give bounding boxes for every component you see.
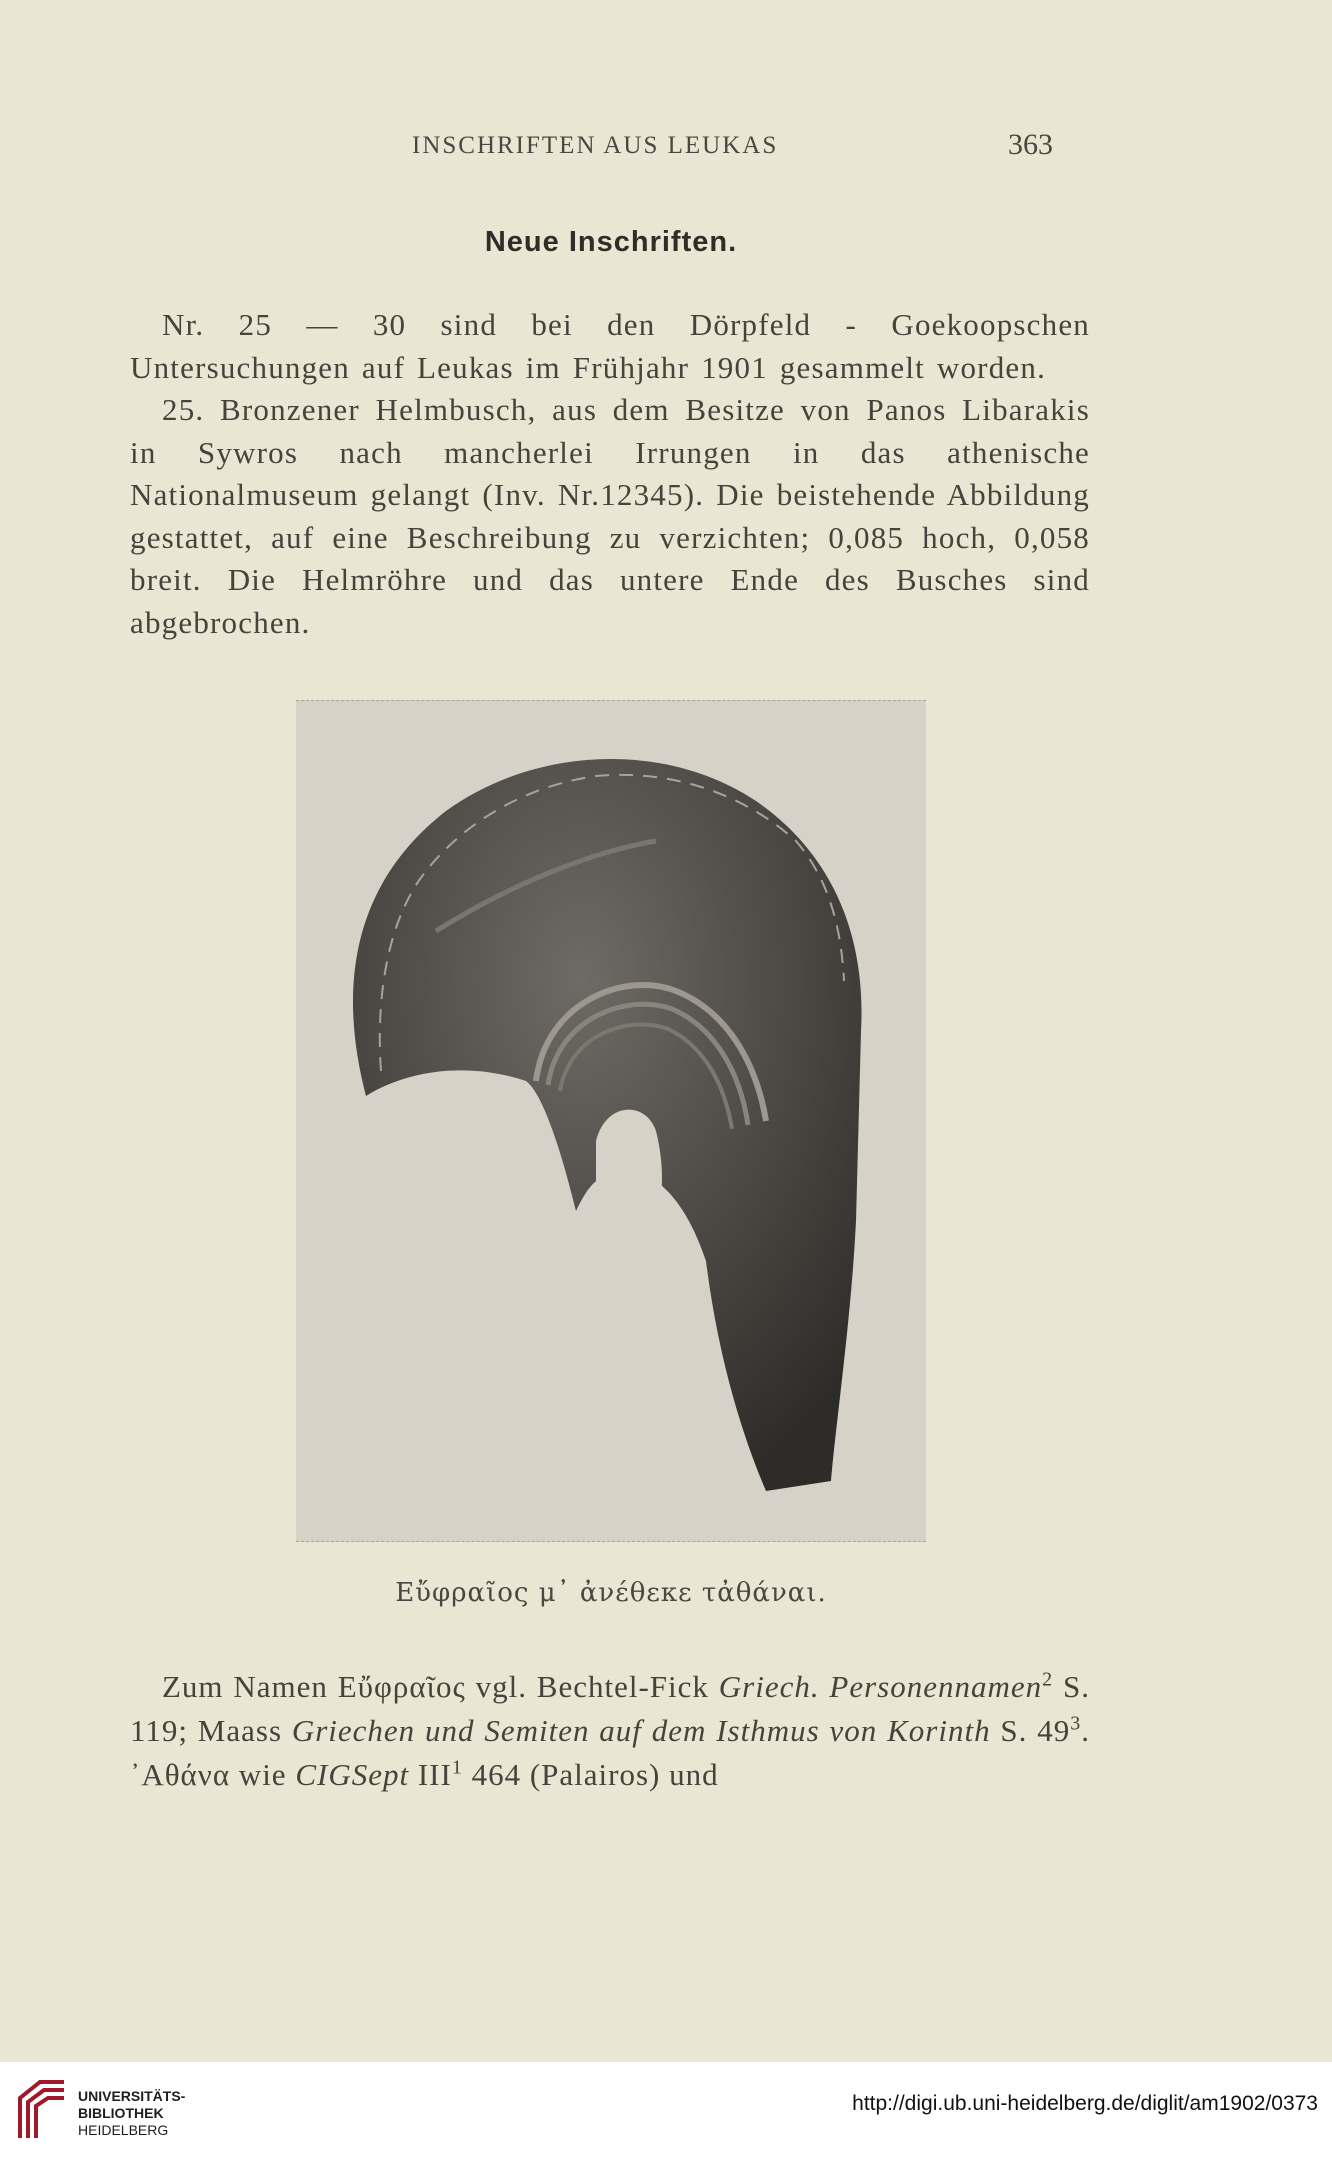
citation-griechen-und-semiten: Griechen und Semiten auf dem Isthmus von Korinth [291, 1713, 991, 1748]
body-text [130, 304, 1090, 644]
footer-bar [0, 2062, 1332, 2159]
citation-cigsept: CIGSept [295, 1757, 410, 1792]
paragraph-intro: Nr. 25 — 30 sind bei den Dörpfeld - Goekoopschen Untersuchungen auf Leukas im Frühjahr 1901 gesammelt worden. [130, 307, 1090, 385]
commentary-text-6: 464 (Palairos) und [462, 1757, 719, 1792]
paragraph-item-25: 25. Bronzener Helmbusch, aus dem Besitze von Panos Libarakis in Sywros nach mancherlei Irrungen in das athenische Nationalmuseum gelangt (Inv. Nr.12345). Die beistehende Abbildung gestattet, auf eine Beschreibung zu verzichten; 0,085 hoch, 0,058 breit. Die Helmröhre und das untere Ende des Busches sind abgebrochen. [130, 392, 1090, 640]
running-title: INSCHRIFTEN AUS LEUKAS [412, 132, 779, 159]
superscript-1: 2 [1042, 1668, 1054, 1691]
superscript-3: 1 [451, 1756, 463, 1779]
logo-strokes [20, 2082, 64, 2138]
commentary-text-2: S. 119; Maass [130, 1669, 1090, 1748]
library-logo-icon[interactable] [14, 2076, 70, 2144]
library-name-line-3: HEIDELBERG [78, 2122, 169, 2138]
running-head [130, 128, 1130, 168]
commentary-text-4: . ᾽Αθάνα wie [130, 1713, 1090, 1792]
helmet-crest-image [296, 701, 926, 1541]
section-heading: Neue Inschriften. [484, 226, 738, 258]
permalink-url[interactable]: http://digi.ub.uni-heidelberg.de/diglit/am1902/0373 [852, 2092, 1318, 2115]
commentary-text [130, 1665, 1090, 1797]
helmet-crest-photograph [296, 700, 926, 1542]
library-name-line-1: UNIVERSITÄTS- [78, 2088, 186, 2104]
library-name-line-2: BIBLIOTHEK [78, 2105, 164, 2121]
library-name [78, 2088, 185, 2139]
commentary-text-1: Zum Namen Εὔφραῖος vgl. Bechtel-Fick [162, 1669, 719, 1704]
commentary-text-5: III [409, 1757, 452, 1792]
citation-griech-personennamen: Griech. Personennamen [718, 1669, 1043, 1704]
page-number: 363 [1008, 128, 1053, 161]
figure-caption: Εὔφραῖος μ᾽ ἀνέθεκε τἀθάναι. [395, 1578, 827, 1608]
commentary-paragraph [130, 1665, 1090, 1797]
superscript-2: 3 [1070, 1712, 1082, 1735]
commentary-text-3: S. 49 [990, 1713, 1071, 1748]
